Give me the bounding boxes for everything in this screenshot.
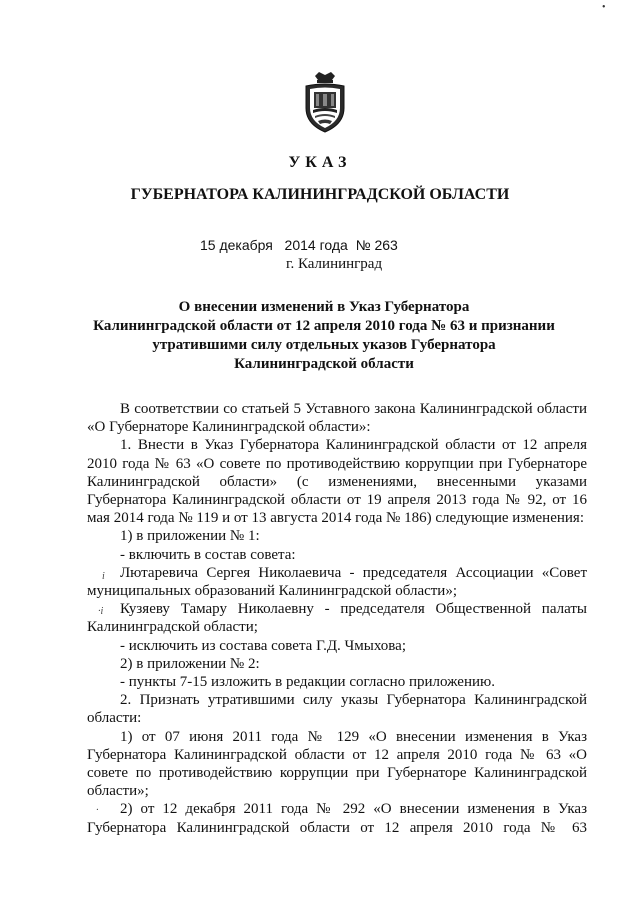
body-paragraph: 2) от 12 декабря 2011 года № 292 «О внесении изменения в Указ Губернатора Калининградской области от 12 апреля 2010 года № 63 <box>87 801 587 836</box>
body-paragraph: Лютаревича Сергея Николаевича - председателя Ассоциации «Совет муниципальных образований Калининградской области»; <box>87 564 587 600</box>
body-paragraph: - пункты 7-15 изложить в редакции согласно приложению. <box>120 674 495 691</box>
subject-line: утратившими силу отдельных указов Губернатора <box>152 337 496 353</box>
document-subject <box>90 298 558 374</box>
document-date-number: 15 декабря 2014 года № 263 <box>200 237 398 253</box>
body-paragraph: - исключить из состава совета Г.Д. Чмыхова; <box>120 637 407 654</box>
margin-mark: · <box>96 805 99 816</box>
body-paragraph: 2) в приложении № 2: <box>120 655 260 672</box>
subject-line: О внесении изменений в Указ Губернатора <box>178 299 470 315</box>
document-body <box>87 400 587 837</box>
body-paragraph: 1) от 07 июня 2011 года № 129 «О внесении изменения в Указ Губернатора Калининградской области от 12 апреля 2010 года № 63 «О совете по противодействию коррупции при Губернаторе Калининградской области»; <box>87 728 587 800</box>
body-paragraph: 1) в приложении № 1: <box>120 528 260 545</box>
body-paragraph: Кузяеву Тамару Николаевну - председателя Общественной палаты Калининградской области; <box>87 601 587 636</box>
body-paragraph: - включить в состав совета: <box>120 546 296 563</box>
subject-line: Калининградской области от 12 апреля 2010 года № 63 и признании <box>93 318 555 334</box>
subject-line: Калининградской области <box>234 356 414 372</box>
scan-mark: • <box>602 2 606 13</box>
body-paragraph: В соответствии со статьей 5 Уставного закона Калининградской области «О Губернаторе Калининградской области»: <box>87 401 587 436</box>
document-title: УКАЗ <box>288 154 352 171</box>
body-paragraph: 2. Признать утратившими силу указы Губернатора Калининградской области: <box>87 692 587 727</box>
document-city: г. Калининград <box>286 256 383 272</box>
issuer-title: ГУБЕРНАТОРА КАЛИНИНГРАДСКОЙ ОБЛАСТИ <box>130 186 510 203</box>
coat-of-arms-emblem <box>301 70 349 134</box>
margin-mark: ·i <box>98 606 104 617</box>
margin-mark: i <box>102 571 105 582</box>
body-paragraph: 1. Внести в Указ Губернатора Калининградской области от 12 апреля 2010 года № 63 «О совете по противодействию коррупции при Губернаторе Калининградской области» (с изменениями, внесенными указами Губернатора Калининградской области от 19 апреля 2013 года № 92, от 16 мая 2014 года № 119 и от 13 августа 2014 года № 186) следующие изменения: <box>87 437 587 527</box>
